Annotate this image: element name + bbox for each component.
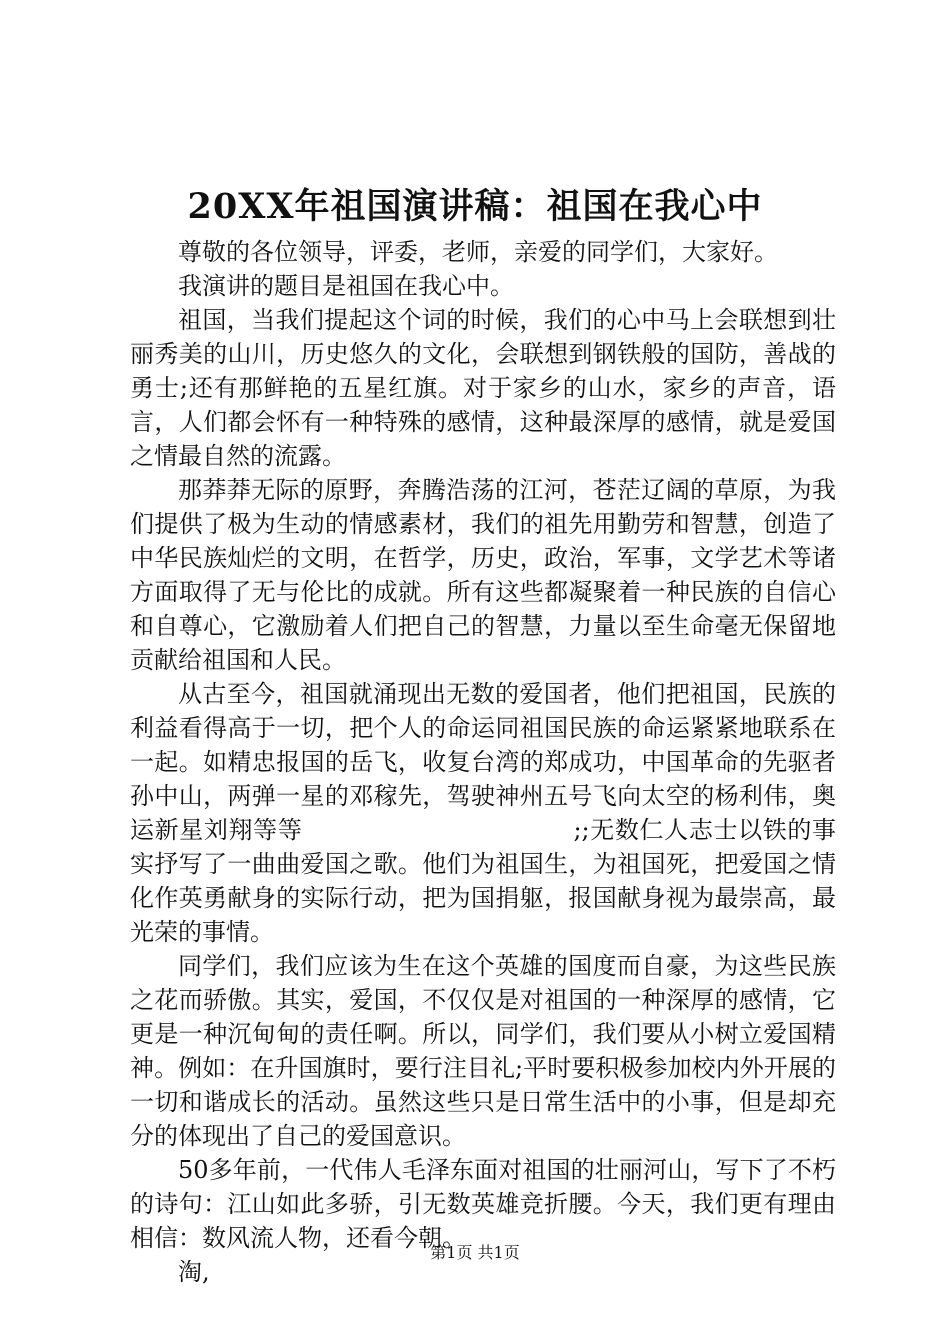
paragraph-fragment: 淘,: [178, 1258, 210, 1286]
document-body: [130, 235, 836, 1289]
paragraph-mao-poem: 50多年前，一代伟人毛泽东面对祖国的壮丽河山，写下了不朽的诗句：江山如此多骄，引无数英雄竞折腰。今天，我们更有理由相信：数风流人物，还看今朝。: [130, 1156, 836, 1252]
document-title: 20XX年祖国演讲稿：祖国在我心中: [187, 186, 763, 227]
paragraph-land-and-civilization: 那莽莽无际的原野，奔腾浩荡的江河，苍茫辽阔的草原，为我们提供了极为生动的情感素材，我们的祖先用勤劳和智慧，创造了中华民族灿烂的文明，在哲学，历史，政治，军事，文学艺术等诸方面取得了无与伦比的成就。所有这些都凝聚着一种民族的自信心和自尊心，它激励着人们把自己的智慧，力量以至生命毫无保留地贡献给祖国和人民。: [130, 476, 836, 674]
paragraph-motherland: 祖国，当我们提起这个词的时候，我们的心中马上会联想到壮丽秀美的山川，历史悠久的文化，会联想到钢铁般的国防，善战的勇士;还有那鲜艳的五星红旗。对于家乡的山水，家乡的声音，语言，人们都会怀有一种特殊的感情，这种最深厚的感情，就是爱国之情最自然的流露。: [130, 306, 836, 470]
paragraph-patriots: 从古至今，祖国就涌现出无数的爱国者，他们把祖国，民族的利益看得高于一切，把个人的命运同祖国民族的命运紧紧地联系在一起。如精忠报国的岳飞，收复台湾的郑成功，中国革命的先驱者孙中山，两弹一星的邓稼先，驾驶神州五号飞向太空的杨利伟，奥运新星刘翔等等 ;;无数仁人志士以铁的事实抒写了一曲曲爱国之歌。他们为祖国生，为祖国死，把爱国之情化作英勇献身的实际行动，把为国捐躯，报国献身视为最崇高，最光荣的事情。: [130, 680, 836, 946]
paragraph-students: 同学们，我们应该为生在这个英雄的国度而自豪，为这些民族之花而骄傲。其实，爱国，不仅仅是对祖国的一种深厚的感情，它更是一种沉甸甸的责任啊。所以，同学们，我们要从小树立爱国精神。例如：在升国旗时，要行注目礼;平时要积极参加校内外开展的一切和谐成长的活动。虽然这些只是日常生活中的小事，但是却充分的体现出了自己的爱国意识。: [130, 952, 836, 1150]
paragraph-greeting: 尊敬的各位领导，评委，老师，亲爱的同学们，大家好。: [178, 238, 778, 266]
paragraph-topic: 我演讲的题目是祖国在我心中。: [178, 272, 514, 300]
page-number-footer: 第1页 共1页: [430, 1243, 520, 1262]
